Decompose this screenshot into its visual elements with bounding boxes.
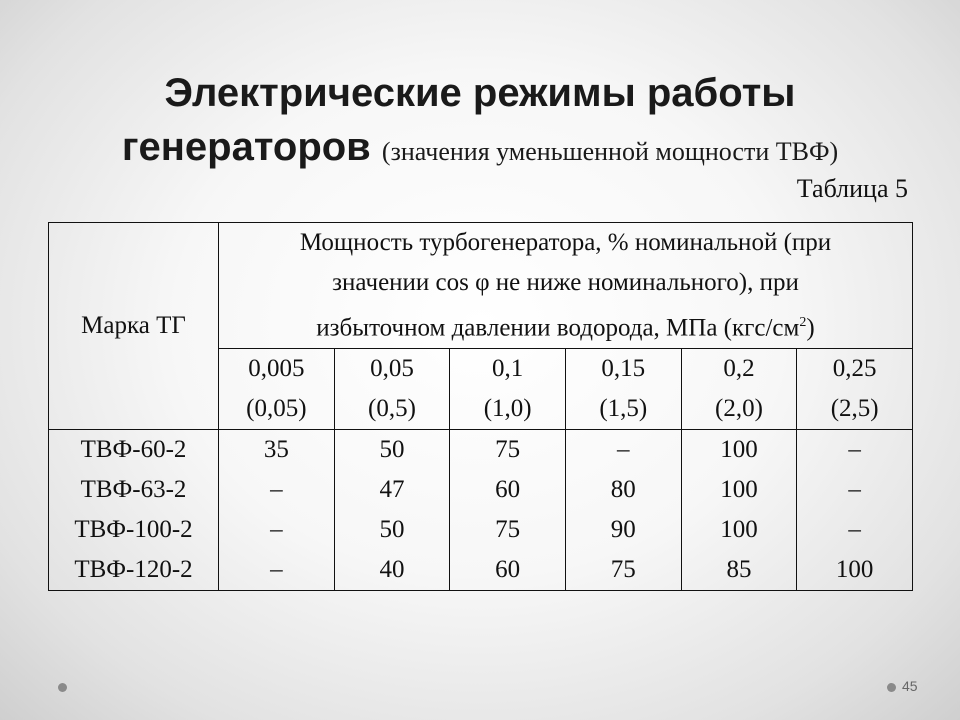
- page-number: 45: [902, 678, 918, 694]
- value-cell: 80: [610, 476, 636, 504]
- brand-name: ТВФ-63-2: [80, 476, 187, 504]
- value-cell: 50: [379, 516, 405, 544]
- pressure-cell: [334, 349, 450, 430]
- value-cell: 50: [379, 436, 405, 464]
- value-cell: 100: [720, 476, 758, 504]
- brand-name: ТВФ-120-2: [74, 556, 193, 584]
- value-cell: 35: [263, 436, 289, 464]
- pressure-kgf: (1,0): [483, 395, 532, 423]
- value-cell: –: [270, 476, 283, 504]
- value-cell: 100: [720, 516, 758, 544]
- value-cell: 60: [495, 476, 521, 504]
- value-cell: 100: [835, 556, 874, 584]
- pressure-cell: [450, 349, 566, 430]
- pressure-mpa: 0,2: [723, 355, 755, 383]
- value-column: [450, 430, 566, 591]
- value-column: [681, 430, 797, 591]
- right-nav-dot: [887, 683, 896, 692]
- value-cell: 75: [610, 556, 636, 584]
- pressure-cell: [565, 349, 681, 430]
- pressure-kgf: (2,5): [830, 395, 879, 423]
- left-nav-dot: [58, 683, 67, 692]
- pressure-mpa: 0,15: [601, 355, 646, 383]
- brand-column: [49, 430, 219, 591]
- value-cell: –: [848, 436, 861, 464]
- pressure-mpa: 0,25: [832, 355, 877, 383]
- value-column: [797, 430, 913, 591]
- title-line-2-sub: (значения уменьшенной мощности ТВФ): [381, 137, 839, 166]
- value-cell: –: [270, 556, 283, 584]
- power-header-line-1: Мощность турбогенератора, % номинальной (при: [299, 229, 832, 256]
- pressure-cell: [219, 349, 335, 430]
- pressure-mpa: 0,005: [248, 355, 305, 383]
- pressure-cell: [681, 349, 797, 430]
- pressure-kgf: (2,0): [715, 395, 763, 423]
- title-line-2-main: генераторов: [121, 125, 371, 169]
- value-cell: –: [848, 476, 861, 504]
- title-line-2: [0, 120, 960, 179]
- value-cell: 85: [726, 556, 752, 584]
- value-cell: –: [270, 516, 283, 544]
- power-header-line-3-end: ): [806, 314, 815, 342]
- value-cell: 47: [379, 476, 405, 504]
- value-column: [565, 430, 681, 591]
- header-row: [49, 223, 913, 349]
- value-cell: –: [848, 516, 861, 544]
- brand-name: ТВФ-60-2: [80, 436, 187, 464]
- power-header-line-3-text: избыточном давлении водорода, МПа (кгс/см: [316, 314, 800, 342]
- power-header-line-2: значении cos φ не ниже номинального), при: [332, 269, 799, 296]
- pressure-mpa: 0,05: [370, 355, 414, 383]
- pressure-cell: [797, 349, 913, 430]
- value-cell: 90: [610, 516, 636, 544]
- table-caption: Таблица 5: [796, 174, 908, 203]
- slide-title: [0, 66, 960, 179]
- value-column: [219, 430, 335, 591]
- values-row: [49, 430, 913, 591]
- power-header-sup: 2: [799, 315, 807, 330]
- pressure-kgf: (0,05): [246, 395, 307, 423]
- power-modes-table: [48, 222, 913, 591]
- value-cell: 60: [495, 556, 521, 584]
- value-cell: 75: [495, 436, 521, 464]
- value-cell: 100: [720, 436, 758, 464]
- power-header-cell: [219, 223, 913, 349]
- pressure-kgf: (1,5): [599, 395, 648, 423]
- title-line-1: Электрические режимы работы: [164, 71, 796, 115]
- value-cell: 40: [379, 556, 405, 584]
- brand-name: ТВФ-100-2: [74, 516, 193, 544]
- brand-header-cell: Марка ТГ: [49, 223, 219, 430]
- value-column: [334, 430, 450, 591]
- power-header-line-3: [219, 303, 912, 348]
- value-cell: 75: [495, 516, 521, 544]
- value-cell: –: [617, 436, 630, 464]
- pressure-mpa: 0,1: [492, 355, 524, 383]
- pressure-kgf: (0,5): [368, 395, 416, 423]
